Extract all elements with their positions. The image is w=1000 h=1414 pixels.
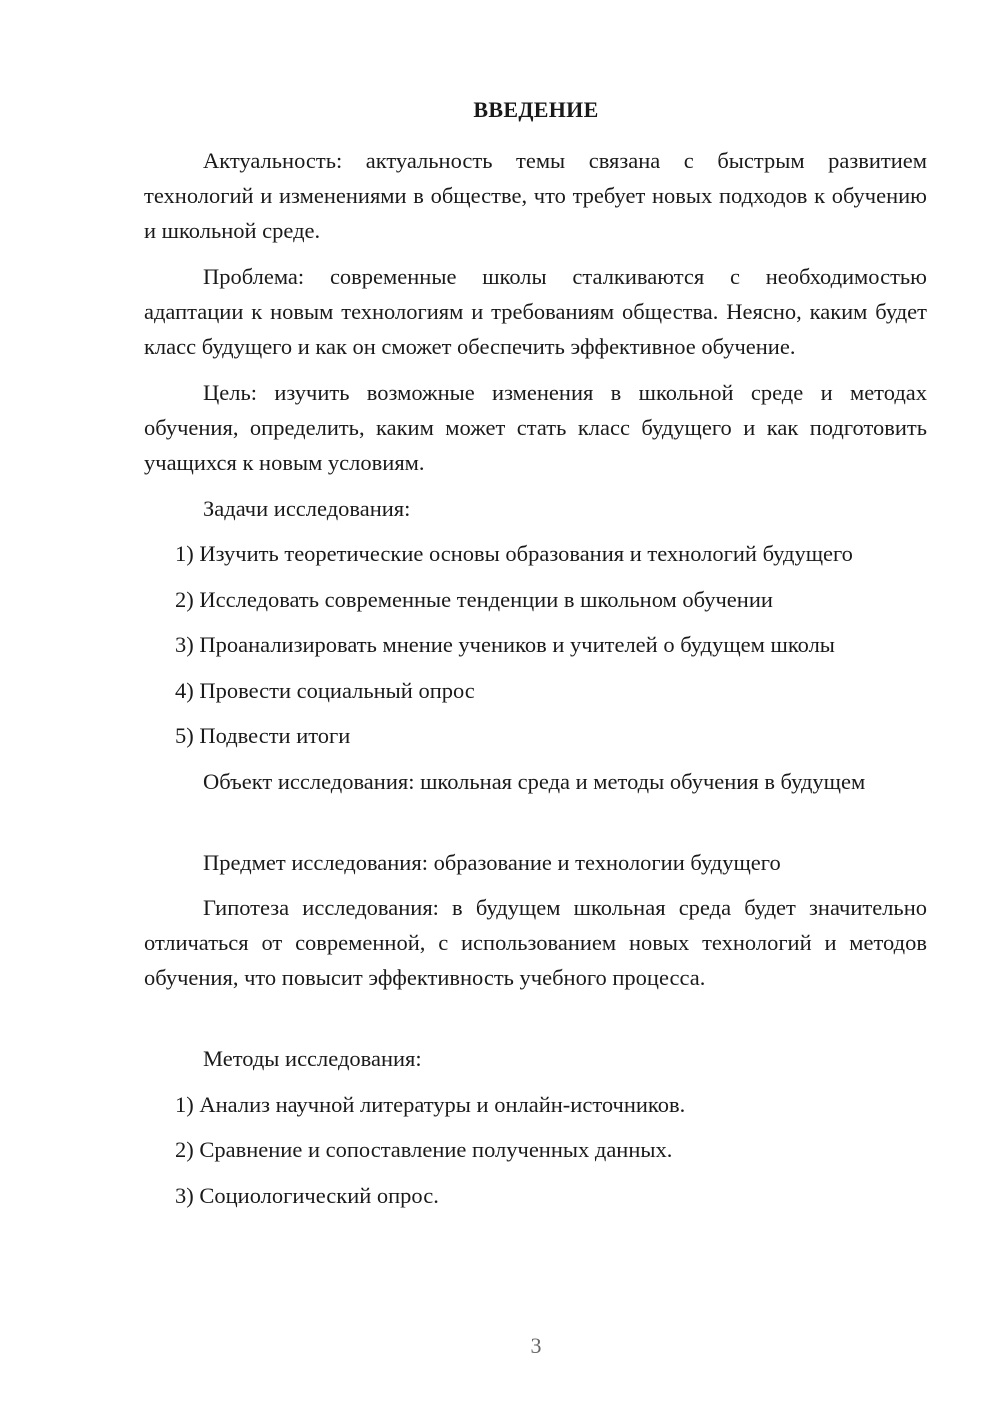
task-item-4: 4) Провести социальный опрос [175, 678, 475, 703]
page-number: 3 [530, 1333, 542, 1358]
hypothesis-paragraph: Гипотеза исследования: в будущем школьная среда будет значительно отличаться от современной, с использованием новых технологий и методов обучения, что повысит эффективность учебного процесса. [144, 895, 927, 990]
task-item-3: 3) Проанализировать мнение учеников и учителей о будущем школы [175, 632, 835, 657]
task-item-5: 5) Подвести итоги [175, 723, 351, 748]
methods-heading: Методы исследования: [203, 1046, 422, 1071]
task-item-2: 2) Исследовать современные тенденции в школьном обучении [175, 587, 773, 612]
goal-paragraph: Цель: изучить возможные изменения в школьной среде и методах обучения, определить, каким может стать класс будущего и как подготовить учащихся к новым условиям. [144, 380, 927, 475]
problem-paragraph: Проблема: современные школы сталкиваются с необходимостью адаптации к новым технологиям и требованиям общества. Неясно, каким будет класс будущего и как он сможет обеспечить эффективное обучение. [144, 264, 927, 359]
relevance-paragraph: Актуальность: актуальность темы связана с быстрым развитием технологий и изменениями в обществе, что требует новых подходов к обучению и школьной среде. [144, 148, 927, 243]
method-item-3: 3) Социологический опрос. [175, 1183, 439, 1208]
subject-paragraph: Предмет исследования: образование и технологии будущего [203, 850, 781, 875]
method-item-2: 2) Сравнение и сопоставление полученных данных. [175, 1137, 673, 1162]
object-paragraph: Объект исследования: школьная среда и методы обучения в будущем [203, 769, 866, 794]
tasks-heading: Задачи исследования: [203, 496, 411, 521]
task-item-1: 1) Изучить теоретические основы образования и технологий будущего [175, 541, 853, 566]
page-title: ВВЕДЕНИЕ [473, 97, 599, 122]
method-item-1: 1) Анализ научной литературы и онлайн-источников. [175, 1092, 686, 1117]
